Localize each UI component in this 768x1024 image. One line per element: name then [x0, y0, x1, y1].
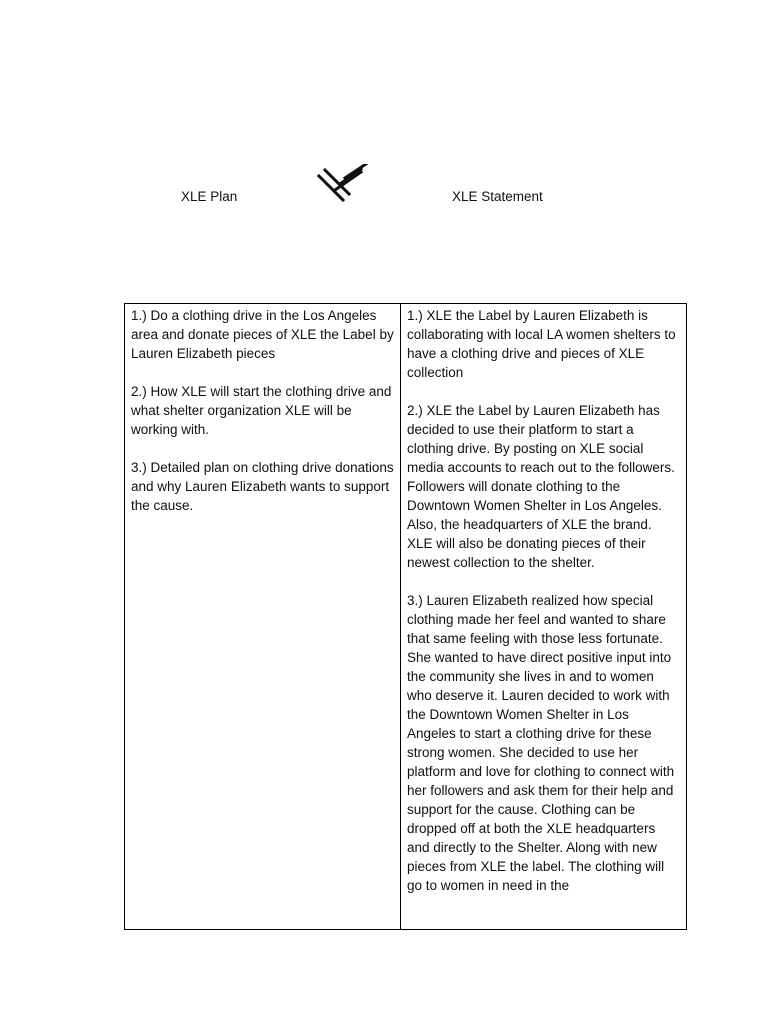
plan-heading: XLE Plan	[181, 189, 238, 204]
statement-column	[401, 304, 687, 930]
plan-item-3: 3.) Detailed plan on clothing drive donations and why Lauren Elizabeth wants to support the cause.	[131, 460, 394, 513]
table-row	[125, 304, 687, 930]
statement-heading: XLE Statement	[452, 189, 543, 204]
plan-statement-table	[124, 303, 687, 930]
statement-item-2: 2.) XLE the Label by Lauren Elizabeth has decided to use their platform to start a clothing drive. By posting on XLE social media accounts to reach out to the followers. Followers will donate clothing to the Downtown Women Shelter in Los Angeles. Also, the headquarters of XLE the brand. XLE will also be donating pieces of their newest collection to the shelter.	[407, 403, 675, 570]
plan-item-2: 2.) How XLE will start the clothing drive and what shelter organization XLE will be working with.	[131, 384, 392, 437]
plan-item-1: 1.) Do a clothing drive in the Los Angeles area and donate pieces of XLE the Label by Lauren Elizabeth pieces	[131, 308, 394, 361]
statement-item-1: 1.) XLE the Label by Lauren Elizabeth is collaborating with local LA women shelters to have a clothing drive and pieces of XLE collection	[407, 308, 676, 380]
xle-logo-icon	[316, 164, 370, 204]
statement-item-3: 3.) Lauren Elizabeth realized how special clothing made her feel and wanted to share that same feeling with those less fortunate. She wanted to have direct positive input into the community she lives in and to women who deserve it. Lauren decided to work with the Downtown Women Shelter in Los Angeles to start a clothing drive for these strong women. She decided to use her platform and love for clothing to connect with her followers and ask them for their help and support for the cause. Clothing can be dropped off at both the XLE headquarters and directly to the Shelter. Along with new pieces from XLE the label. The clothing will go to women in need in the	[407, 593, 675, 893]
plan-column	[125, 304, 401, 930]
